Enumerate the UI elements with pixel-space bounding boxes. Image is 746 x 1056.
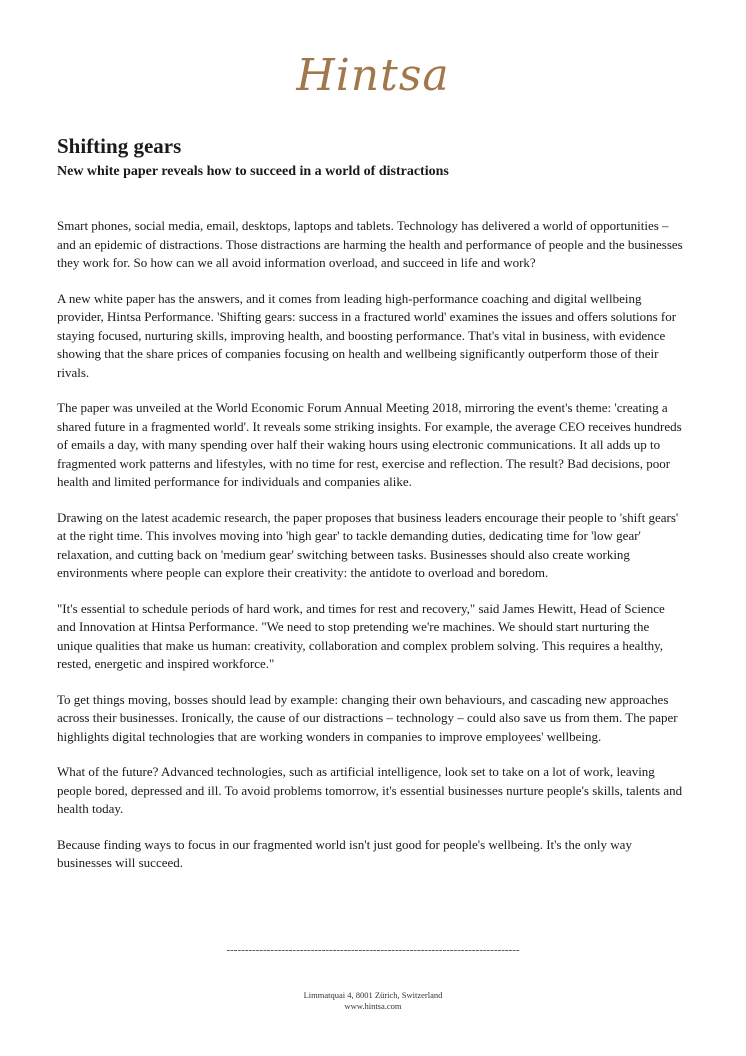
page-title: Shifting gears [57,134,182,158]
page-subtitle: New white paper reveals how to succeed in a world of distractions [57,164,449,179]
paragraph: A new white paper has the answers, and it comes from leading high-performance coaching and digital wellbeing provider, Hintsa Performance. 'Shifting gears: success in a fractured world' examines the issues and offers solutions for staying focused, nurturing skills, improving health, and boosting performance. That's vital in business, with evidence showing that the share prices of companies focusing on health and wellbeing significantly outperform those of their rivals. [57,290,677,380]
article-body [57,217,685,890]
paragraph: Smart phones, social media, email, desktops, laptops and tablets. Technology has delivered a world of opportunities – and an epidemic of distractions. Those distractions are harming the health and performance of people and the businesses they work for. So how can we all avoid information overload, and succeed in life and work? [57,218,683,270]
paragraph: The paper was unveiled at the World Economic Forum Annual Meeting 2018, mirroring the event's theme: 'creating a shared future in a fragmented world'. It reveals some striking insights. For example, the average CEO receives hundreds of emails a day, with many spending over half their waking hours using electronic communications. It all adds up to fragmented work patterns and lifestyles, with no time for rest, exercise and reflection. The result? Bad decisions, poor health and limited performance for individuals and companies alike. [57,400,682,489]
paragraph: What of the future? Advanced technologies, such as artificial intelligence, look set to take on a lot of work, leaving people bored, depressed and ill. To avoid problems tomorrow, it's essential businesses nurture people's skills, talents and health today. [57,764,683,816]
footer-website: www.hintsa.com [344,1001,402,1011]
footer [0,990,746,1012]
dashed-divider: -------------------------------------------------------------------------------- [226,944,520,956]
paragraph: "It's essential to schedule periods of hard work, and times for rest and recovery," said James Hewitt, Head of Science and Innovation at Hintsa Performance. "We need to stop pretending we're machines. We should start nurturing the unique qualities that make us human: creativity, collaboration and complex problem solving. This requires a healthy, rested, energetic and inspired workforce." [57,600,665,671]
paragraph: To get things moving, bosses should lead by example: changing their own behaviours, and cascading new approaches across their businesses. Ironically, the cause of our distractions – technology – could also save us from them. The paper highlights digital technologies that are working wonders in companies to improve employees' wellbeing. [57,691,678,744]
footer-address: Limmatquai 4, 8001 Zürich, Switzerland [303,990,443,1000]
paragraph: Because finding ways to focus in our fragmented world isn't just good for people's wellbeing. It's the only way businesses will succeed. [57,836,632,870]
hintsa-logo: Hintsa [296,50,450,101]
paragraph: Drawing on the latest academic research, the paper proposes that business leaders encourage their people to 'shift gears' at the right time. This involves moving into 'high gear' to tackle demanding duties, dedicating time for 'low gear' relaxation, and cutting back on 'medium gear' switching between tasks. Businesses should also create working environments where people can explore their creativity: the antidote to overload and boredom. [57,509,679,580]
